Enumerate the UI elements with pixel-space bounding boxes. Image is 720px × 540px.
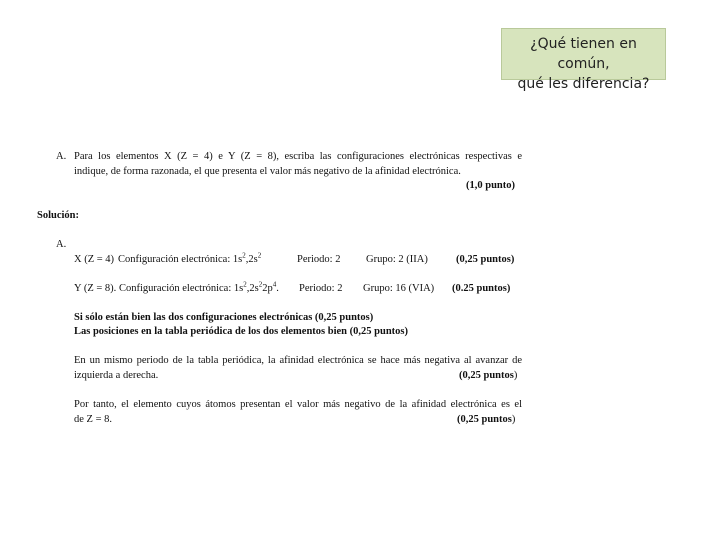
y-config-b: ,2s — [246, 283, 259, 294]
question-points: (1,0 punto) — [466, 180, 516, 191]
x-period: Periodo: 2 — [297, 254, 341, 265]
y-config-c: 2p — [262, 283, 273, 294]
y-config-b-sup: 2 — [258, 280, 263, 289]
y-group: Grupo: 16 (VIA) — [363, 283, 435, 294]
criteria-line-2: Las posiciones en la tabla periódica de los dos elementos bien (0,25 puntos) — [74, 326, 408, 337]
para2-line-1: Por tanto, el elemento cuyos átomos presentan el valor más negativo de la afinidad electrónica es el — [74, 399, 522, 410]
callout-line-1: ¿Qué tienen en común, — [530, 36, 637, 72]
x-config-a-sup: 2 — [242, 251, 246, 260]
para2-points — [457, 413, 515, 426]
criteria-line-1: Si sólo están bien las dos configuraciones electrónicas (0,25 puntos) — [74, 312, 374, 323]
x-config-a: 1s — [232, 254, 243, 265]
para1-points-end: ) — [513, 370, 518, 381]
y-config — [119, 282, 279, 295]
question-line-2: indique, de forma razonada, el que presenta el valor más negativo de la afinidad electrónica. — [74, 166, 461, 177]
solution-heading: Solución: — [37, 210, 80, 221]
callout-line-2: qué les diferencia? — [517, 76, 650, 92]
x-config-b-sup: 2 — [257, 251, 262, 260]
x-points: (0,25 puntos) — [456, 254, 515, 265]
x-config — [118, 253, 261, 266]
para1-line-1: En un mismo periodo de la tabla periódica, la afinidad electrónica se hace más negativa al avanzar de — [74, 355, 522, 366]
y-points: (0.25 puntos) — [452, 283, 511, 294]
y-config-end: . — [276, 283, 279, 294]
y-config-a-sup: 2 — [243, 280, 247, 289]
question-label: A. — [56, 151, 67, 162]
y-config-a: 1s — [233, 283, 244, 294]
y-period: Periodo: 2 — [299, 283, 343, 294]
para1-points-bold: (0,25 puntos — [459, 370, 514, 381]
x-config-label: Configuración electrónica: — [118, 254, 231, 265]
x-element: X (Z = 4) — [74, 254, 115, 265]
y-config-c-sup: 4 — [272, 280, 277, 289]
x-group: Grupo: 2 (IIA) — [366, 254, 428, 265]
solution-label: A. — [56, 239, 67, 250]
para2-line-2: de Z = 8. — [74, 414, 112, 425]
y-config-label: Configuración electrónica: — [119, 283, 232, 294]
para1-line-2: izquierda a derecha. — [74, 370, 159, 381]
y-element: Y (Z = 8). — [74, 283, 117, 294]
question-line-1: Para los elementos X (Z = 4) e Y (Z = 8), escriba las configuraciones electrónicas respectivas e — [74, 151, 522, 162]
x-config-b: ,2s — [245, 254, 258, 265]
para1-points — [459, 369, 517, 382]
para2-points-bold: (0,25 puntos — [457, 414, 512, 425]
para2-points-end: ) — [511, 414, 516, 425]
